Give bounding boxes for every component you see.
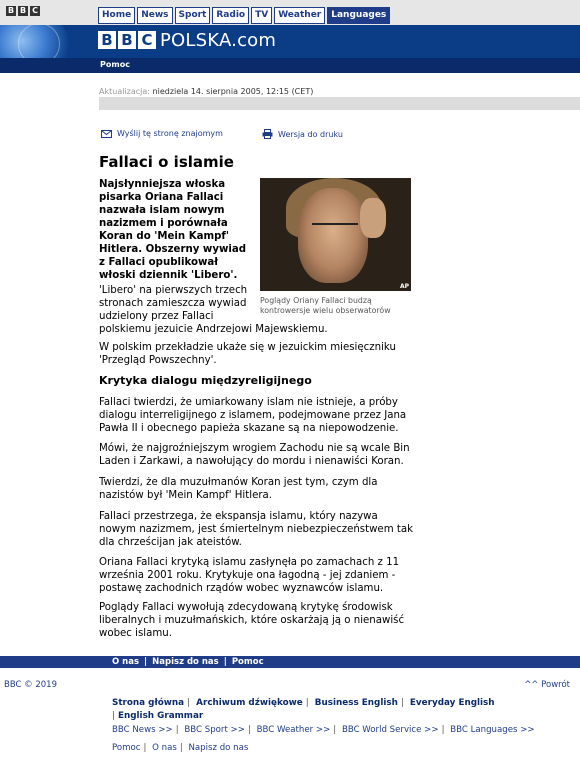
footer-link-bbc-weather[interactable]: BBC Weather >>	[256, 725, 331, 735]
divider-bar	[99, 97, 580, 110]
email-friend-link[interactable]	[101, 129, 223, 138]
footer-bottom-links: Pomoc | O nas | Napisz do nas	[112, 743, 249, 753]
article-paragraph: Fallaci twierdzi, że umiarkowany islam nie istnieje, a próby dialogu interreligijnego z islamem, podejmowane przez Jana Pawła II i obecnego papieża skazane są na niepowodzenie.	[99, 397, 407, 434]
article-paragraph: Oriana Fallaci krytyką islamu zasłynęła po zamachach z 11 września 2001 roku. Krytykuje ona łagodną - jej zdaniem - postawę zachodnich rządów wobec wyznawców islamu.	[99, 557, 400, 594]
bbc-logo[interactable]	[98, 31, 156, 49]
back-to-top-link[interactable]: ^^ Powrót	[524, 680, 570, 690]
bbc-letter: C	[30, 6, 40, 16]
footer-main-links: Strona główna | Archiwum dźwiękowe | Business English | Everyday English | English Grammar	[112, 698, 495, 721]
bbc-letter: B	[118, 31, 136, 49]
paragraph-line: 'Libero' na pierwszych trzech	[99, 285, 248, 296]
help-link[interactable]: Pomoc	[100, 60, 130, 69]
footer-link-help[interactable]: Pomoc	[231, 657, 264, 667]
footer-link-bbc-news[interactable]: BBC News >>	[112, 725, 173, 735]
bbc-letter: B	[19, 6, 27, 15]
bbc-logo-small[interactable]	[6, 6, 40, 16]
print-version-link[interactable]	[262, 129, 343, 139]
site-banner	[0, 25, 580, 58]
footer-link-help-bottom[interactable]: Pomoc	[112, 743, 141, 753]
nav-tab-tv[interactable]: TV	[251, 7, 272, 24]
article-paragraph: W polskim przekładzie ukaże się w jezuickim miesięczniku 'Przegląd Powszechny'.	[99, 342, 396, 366]
footer-link-bbc-world-service[interactable]: BBC World Service >>	[341, 725, 439, 735]
article-headline: Fallaci o islamie	[99, 153, 234, 171]
sub-nav-bar	[0, 58, 580, 73]
footer-link-about[interactable]: O nas	[112, 657, 140, 667]
article-paragraph: Twierdzi, że dla muzułmanów Koran jest tym, czym dla nazistów był 'Mein Kampf' Hitlera.	[99, 477, 378, 501]
email-friend-label: Wyślij tę stronę znajomym	[117, 129, 223, 138]
footer-bar: O nas | Napisz do nas | Pomoc	[0, 656, 580, 668]
bbc-letter: C	[138, 31, 156, 49]
photo-hand	[360, 198, 386, 238]
email-icon	[101, 130, 112, 138]
main-nav	[98, 7, 390, 24]
photo-agency-tag: AP	[399, 283, 409, 290]
footer-link-everyday-english[interactable]: Everyday English	[409, 698, 495, 708]
footer-link-home[interactable]: Strona główna	[112, 698, 185, 708]
nav-tab-sport[interactable]: Sport	[175, 7, 211, 24]
top-bar	[0, 0, 580, 25]
paragraph-line: udzielony przez Fallaci	[99, 311, 214, 322]
footer-link-about-bottom[interactable]: O nas	[152, 743, 177, 753]
footer-link-business-english[interactable]: Business English	[314, 698, 398, 708]
footer-link-audio-archive[interactable]: Archiwum dźwiękowe	[196, 698, 303, 708]
article-lead: Najsłynniejsza włoska pisarka Oriana Fallaci nazwała islam nowym nazizmem i porównała Koran do 'Mein Kampf' Hitlera. Obszerny wywiad z Fallaci opublikował włoski dziennik 'Libero'.	[99, 179, 247, 281]
footer-link-english-grammar[interactable]: English Grammar	[117, 711, 204, 721]
nav-tab-weather[interactable]: Weather	[274, 7, 325, 24]
article-paragraph: Mówi, że najgroźniejszym wrogiem Zachodu nie są wcale Bin Laden i Zarkawi, a nawołujący do mordu i nienawiści Koran.	[99, 443, 410, 467]
update-timestamp	[99, 87, 313, 96]
footer-link-bbc-languages[interactable]: BBC Languages >>	[450, 725, 535, 735]
paragraph-line: polskiemu jezuicie Andrzejowi Majewskiemu.	[99, 324, 328, 335]
photo-face	[298, 188, 368, 283]
article-subheading: Krytyka dialogu międzyreligijnego	[99, 374, 312, 387]
bbc-letter: B	[98, 31, 116, 49]
nav-tab-home[interactable]: Home	[98, 7, 135, 24]
updated-value: niedziela 14. sierpnia 2005, 12:15 (CET)	[152, 87, 314, 96]
footer-link-contact-bottom[interactable]: Napisz do nas	[188, 743, 249, 753]
globe-outline	[18, 25, 60, 58]
nav-tab-news[interactable]: News	[137, 7, 172, 24]
updated-label: Aktualizacja:	[99, 87, 150, 96]
photo-glasses	[312, 223, 358, 235]
footer-link-contact[interactable]: Napisz do nas	[152, 657, 219, 667]
article-paragraph: Fallaci przestrzega, że ekspansja islamu, który nazywa nowym nazizmem, jest śmiertelnym niebezpieczeństwem tak dla chrześcijan jak ateistów.	[99, 511, 414, 548]
footer-service-links: BBC News >> | BBC Sport >> | BBC Weather >> | BBC World Service >> | BBC Languages >>	[112, 725, 535, 735]
article-paragraph: Poglądy Fallaci wywołują zdecydowaną krytykę środowisk liberalnych i muzułmańskich, które oskarżają ją o nienawiść wobec islamu.	[99, 602, 405, 639]
print-version-label: Wersja do druku	[278, 129, 343, 139]
paragraph-line: stronach zamieszcza wywiad	[99, 298, 247, 309]
copyright: BBC © 2019	[4, 680, 57, 690]
printer-icon	[262, 129, 273, 139]
site-name[interactable]: POLSKA.com	[160, 30, 277, 51]
article-photo	[260, 178, 411, 291]
footer-link-bbc-sport[interactable]: BBC Sport >>	[184, 725, 245, 735]
photo-caption: Poglądy Oriany Fallaci budzą kontrowersje wielu obserwatorów	[260, 296, 391, 315]
nav-tab-languages[interactable]: Languages	[327, 7, 390, 24]
nav-tab-radio[interactable]: Radio	[212, 7, 249, 24]
bbc-letter: B	[7, 6, 15, 15]
